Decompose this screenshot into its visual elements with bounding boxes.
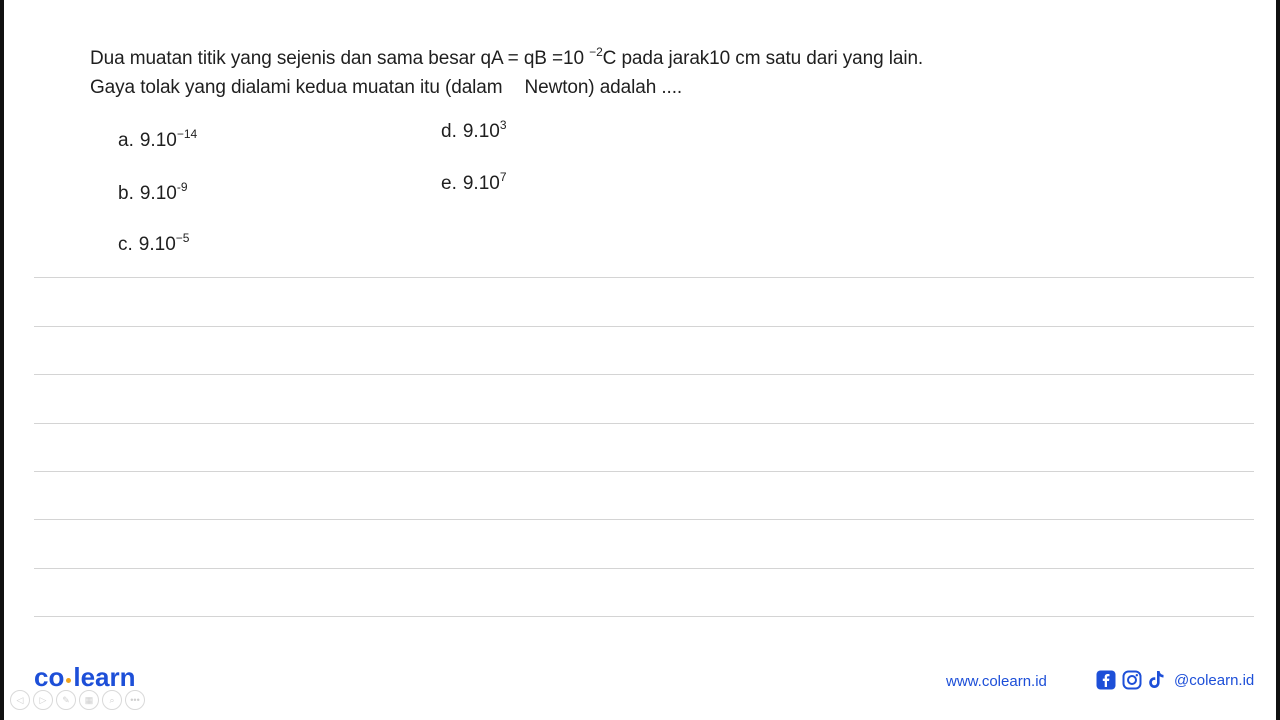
option-base: 9.10 [139, 130, 177, 151]
option-label: a. [118, 130, 134, 151]
question-line-2-a: Gaya tolak yang dialami kedua muatan itu (dalam [90, 77, 503, 98]
brand-learn: learn [73, 662, 136, 692]
ruled-line [34, 519, 1254, 520]
option-base: 9.10 [138, 234, 176, 255]
option-d[interactable] [441, 118, 507, 143]
option-base: 9.10 [139, 183, 177, 204]
colearn-logo [34, 662, 136, 693]
option-label: c. [118, 234, 133, 255]
question-line-1 [90, 44, 923, 73]
option-exponent: -9 [176, 180, 188, 194]
question-line-1-before: Dua muatan titik yang sejenis dan sama besar qA = qB =10 [90, 48, 590, 69]
brand-dot [66, 678, 71, 683]
option-a[interactable] [118, 127, 198, 152]
option-exponent: 3 [499, 118, 507, 132]
question-text [90, 44, 923, 102]
pen-icon[interactable]: ✎ [56, 690, 76, 710]
zoom-icon[interactable]: ⌕ [102, 690, 122, 710]
pages-icon[interactable]: ▦ [79, 690, 99, 710]
option-b[interactable] [118, 180, 188, 205]
ruled-line [34, 326, 1254, 327]
ruled-line [34, 277, 1254, 278]
social-handle[interactable]: @colearn.id [1174, 671, 1255, 689]
option-base: 9.10 [462, 173, 500, 194]
question-line-1-after: C pada jarak10 cm satu dari yang lain. [602, 48, 924, 69]
play-icon[interactable]: ▷ [33, 690, 53, 710]
website-link[interactable]: www.colearn.id [946, 673, 1047, 690]
left-frame-edge [0, 0, 4, 720]
ruled-line [34, 616, 1254, 617]
question-line-2 [90, 73, 923, 102]
ruled-line [34, 471, 1254, 472]
player-controls [10, 690, 145, 710]
social-links [1096, 670, 1254, 690]
question-line-2-b: Newton) adalah .... [524, 77, 683, 98]
option-exponent: −14 [176, 127, 198, 141]
option-e[interactable] [441, 170, 507, 195]
option-exponent: −5 [175, 231, 190, 245]
ruled-line [34, 568, 1254, 569]
charge-exponent: −2 [589, 45, 603, 59]
prev-icon[interactable]: ◁ [10, 690, 30, 710]
facebook-icon[interactable] [1096, 670, 1116, 690]
option-label: e. [441, 173, 457, 194]
instagram-icon[interactable] [1122, 670, 1142, 690]
ruled-line [34, 423, 1254, 424]
option-label: b. [118, 183, 134, 204]
tiktok-icon[interactable] [1148, 670, 1166, 690]
option-base: 9.10 [462, 121, 500, 142]
brand-co: co [34, 662, 65, 692]
ruled-line [34, 374, 1254, 375]
more-icon[interactable]: ••• [125, 690, 145, 710]
option-label: d. [441, 121, 457, 142]
right-frame-edge [1276, 0, 1280, 720]
option-c[interactable] [118, 231, 190, 256]
option-exponent: 7 [499, 170, 507, 184]
